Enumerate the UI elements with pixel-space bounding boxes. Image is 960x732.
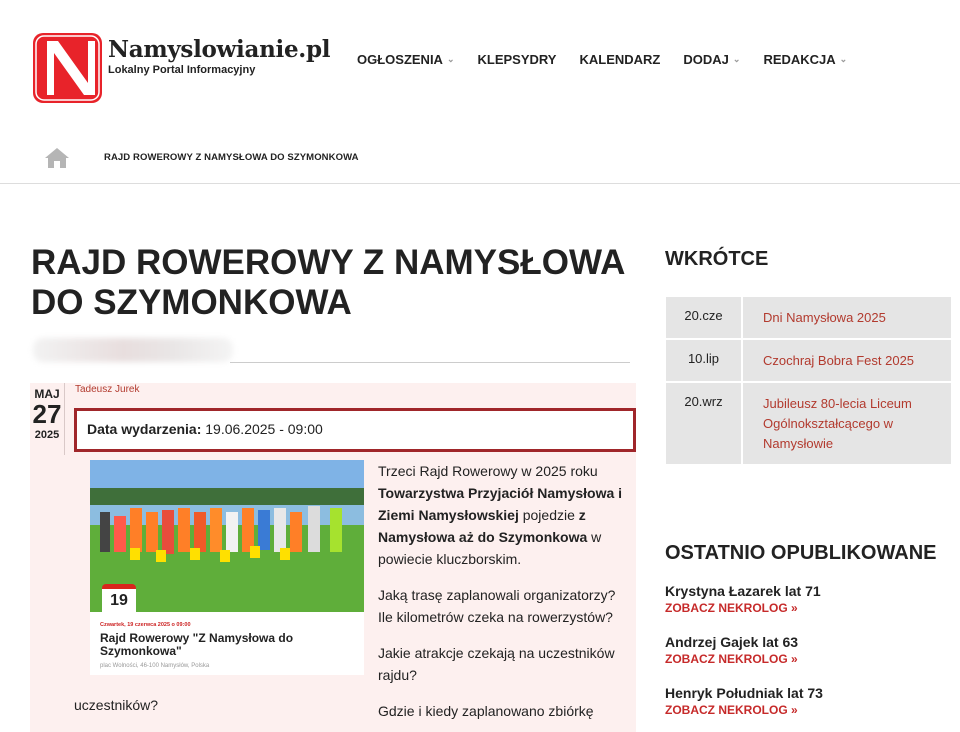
event-title[interactable]: Czochraj Bobra Fest 2025 (742, 339, 951, 382)
recent-item-title[interactable]: Henryk Południak lat 73 (665, 685, 823, 701)
article-title: RAJD ROWEROWY Z NAMYSŁOWA DO SZYMONKOWA (31, 243, 625, 322)
recent-item-title[interactable]: Krystyna Łazarek lat 71 (665, 583, 821, 599)
chevron-down-icon: ⌄ (732, 54, 741, 64)
paragraph: Jakie atrakcje czekają na uczestników rajdu? (378, 645, 615, 683)
event-row[interactable] (666, 382, 951, 465)
nav-dodaj[interactable] (683, 52, 740, 67)
nav-label: OGŁOSZENIA (357, 52, 443, 67)
recent-item (665, 634, 955, 666)
post-date-month: MAJ (34, 387, 60, 401)
paragraph: Gdzie i kiedy zaplanowano zbiórkę (378, 703, 594, 719)
brand-subtitle: Lokalny Portal Informacyjny (108, 64, 256, 76)
event-date: 20.wrz (666, 382, 742, 465)
recent-item-link[interactable]: ZOBACZ NEKROLOG » (665, 652, 798, 666)
text-bold: Towarzystwa Przyjaciół Namysłowa i Ziemi Namysłowskiej (378, 485, 623, 523)
recent-heading: OSTATNIO OPUBLIKOWANE (665, 542, 937, 564)
paragraph: Jaką trasę zaplanowali organizatorzy? Ile kilometrów czeka na rowerzystów? (378, 587, 616, 625)
nav-label: KALENDARZ (579, 52, 661, 67)
brand-title[interactable]: Namyslowianie.pl (108, 36, 331, 63)
event-row[interactable] (666, 297, 951, 339)
article-body (30, 383, 636, 732)
main-nav (357, 52, 870, 67)
soon-heading: WKRÓTCE (665, 248, 769, 270)
nav-klepsydry[interactable] (478, 52, 557, 67)
recent-item-link[interactable]: ZOBACZ NEKROLOG » (665, 601, 798, 615)
image-address: plac Wolności, 46-100 Namysłów, Polska (100, 663, 210, 669)
nav-label: KLEPSYDRY (477, 52, 557, 67)
recent-item (665, 583, 955, 615)
site-logo-icon[interactable] (33, 33, 102, 103)
event-title[interactable]: Jubileusz 80-lecia Liceum Ogólnokształcącego w Namysłowie (742, 382, 951, 465)
post-date (30, 383, 65, 455)
site-header (0, 0, 960, 130)
text-bold: z Namysłowa aż do Szymonkowa (378, 507, 588, 545)
article-image[interactable] (90, 460, 364, 675)
paragraph-tail: uczestników? (74, 697, 159, 713)
divider (230, 362, 630, 363)
brand[interactable] (108, 36, 330, 76)
chevron-down-icon: ⌄ (446, 54, 455, 64)
text: w powiecie kluczborskim. (378, 529, 602, 567)
blurred-meta (33, 338, 233, 362)
event-date: 10.lip (666, 339, 742, 382)
image-title: Rajd Rowerowy "Z Namysłowa do Szymonkowa" (100, 631, 294, 658)
event-title[interactable]: Dni Namysłowa 2025 (742, 297, 951, 339)
home-icon[interactable] (44, 147, 70, 169)
article-text (378, 460, 633, 732)
nav-kalendarz[interactable] (579, 52, 660, 67)
breadcrumb (0, 130, 960, 184)
events-table (666, 297, 951, 466)
post-date-year: 2025 (34, 429, 60, 441)
event-row[interactable] (666, 339, 951, 382)
nav-ogloszenia[interactable] (357, 52, 455, 67)
nav-label: DODAJ (683, 52, 729, 67)
text: pojedzie (518, 507, 579, 523)
event-date-value: 19.06.2025 - 09:00 (205, 421, 323, 437)
nav-label: REDAKCJA (763, 52, 836, 67)
post-date-day: 27 (32, 399, 62, 429)
paragraph (378, 460, 633, 570)
chevron-down-icon: ⌄ (839, 54, 848, 64)
recent-item (665, 685, 955, 717)
image-caption: Czwartek, 19 czerwca 2025 o 09:00 (100, 622, 191, 628)
event-date: 20.cze (666, 297, 742, 339)
author-link[interactable]: Tadeusz Jurek (75, 384, 140, 395)
recent-item-title[interactable]: Andrzej Gajek lat 63 (665, 634, 799, 650)
breadcrumb-current: RAJD ROWEROWY Z NAMYSŁOWA DO SZYMONKOWA (104, 152, 359, 163)
recent-item-link[interactable]: ZOBACZ NEKROLOG » (665, 703, 798, 717)
nav-redakcja[interactable] (763, 52, 847, 67)
event-date-label: Data wydarzenia: (87, 421, 202, 437)
text: Trzeci Rajd Rowerowy w 2025 roku (378, 463, 598, 479)
calendar-day-badge: 19 (102, 584, 136, 618)
event-date-box (74, 408, 636, 452)
